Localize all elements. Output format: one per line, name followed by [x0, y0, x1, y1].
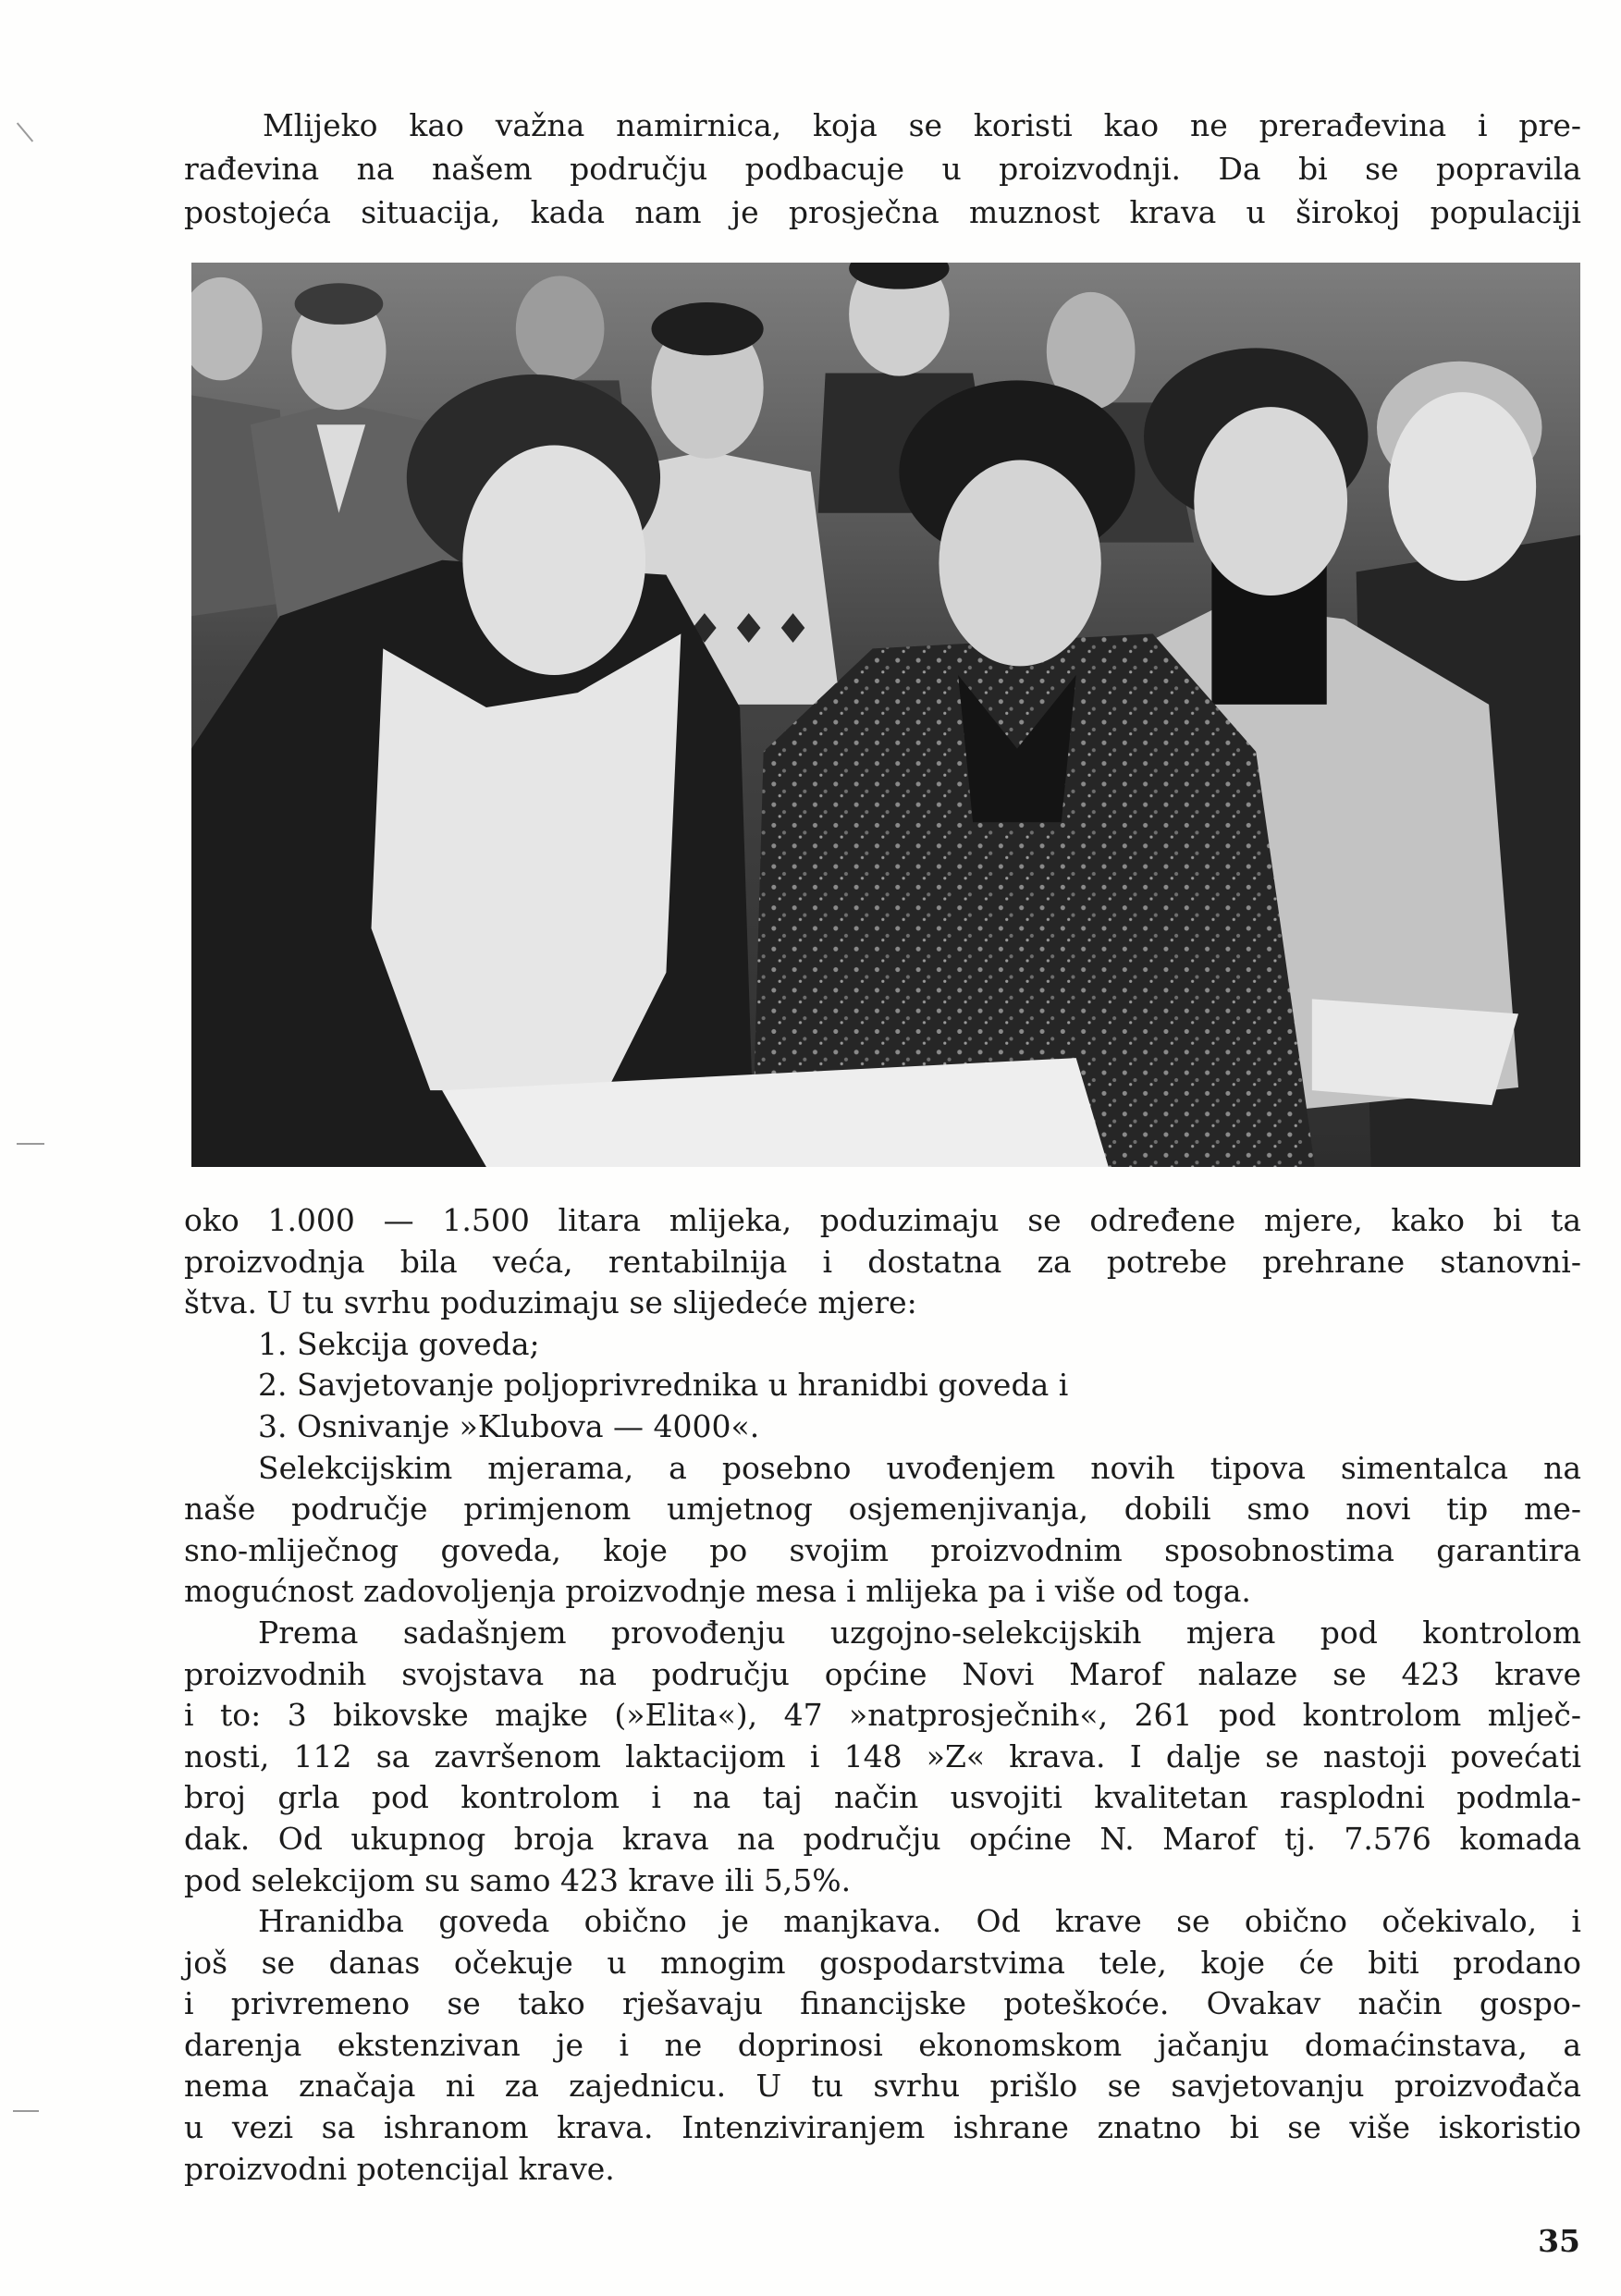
text-line: postojeća situacija, kada nam je prosječna muznost krava u širokoj populaciji	[184, 194, 1581, 230]
text-line: i to: 3 bikovske majke (»Elita«), 47 »natprosječnih«, 261 pod kontrolom mlječ-	[184, 1697, 1581, 1734]
text-line: Mlijeko kao važna namirnica, koja se koristi kao ne prerađevina i pre-	[263, 107, 1581, 143]
text-line: Hranidba goveda obično je manjkava. Od krave se obično očekivalo, i	[258, 1903, 1581, 1940]
text-line: rađevina na našem području podbacuje u proizvodnji. Da bi se popravila	[184, 151, 1581, 187]
text-line: naše područje primjenom umjetnog osjemenjivanja, dobili smo novi tip me-	[184, 1491, 1581, 1528]
text-line: u vezi sa ishranom krava. Intenziviranjem ishrane znatno bi se više iskoristio	[184, 2109, 1581, 2146]
intro-paragraph	[184, 104, 1581, 234]
page-number: 35	[1538, 2223, 1580, 2259]
list-item: 2. Savjetovanje poljoprivrednika u hranidbi goveda i	[258, 1367, 1069, 1404]
text-line: oko 1.000 — 1.500 litara mlijeka, poduzimaju se određene mjere, kako bi ta	[184, 1202, 1581, 1238]
text-line: nema značaja ni za zajednicu. U tu svrhu prišlo se savjetovanju proizvođača	[184, 2068, 1581, 2105]
list-item: 3. Osnivanje »Klubova — 4000«.	[258, 1407, 760, 1444]
scan-mark	[17, 122, 33, 141]
text-line: proizvodnih svojstava na području općine Novi Marof nalaze se 423 krave	[184, 1655, 1581, 1692]
text-line: nosti, 112 sa završenom laktacijom i 148 »Z« krava. I dalje se nastoji povećati	[184, 1737, 1581, 1774]
text-line: Selekcijskim mjerama, a posebno uvođenjem novih tipova simentalca na	[258, 1449, 1581, 1486]
text-line: pod selekcijom su samo 423 krave ili 5,5%.	[184, 1861, 852, 1898]
text-line: proizvodnja bila veća, rentabilnija i dostatna za potrebe prehrane stanovni-	[184, 1243, 1581, 1280]
text-line: dak. Od ukupnog broja krava na području općine N. Marof tj. 7.576 komada	[184, 1820, 1581, 1857]
photo	[191, 263, 1580, 1167]
list-item: 1. Sekcija goveda;	[258, 1325, 540, 1362]
scan-mark	[17, 1143, 44, 1145]
scan-mark	[13, 2110, 39, 2112]
paper	[1312, 999, 1518, 1105]
text-line: štva. U tu svrhu poduzimaju se slijedeće mjere:	[184, 1284, 917, 1321]
text-line: mogućnost zadovoljenja proizvodnje mesa i mlijeka pa i više od toga.	[184, 1573, 1251, 1610]
text-line: darenja ekstenzivan je i ne doprinosi ekonomskom jačanju domaćinstava, a	[184, 2026, 1581, 2063]
text-line: broj grla pod kontrolom i na taj način usvojiti kvalitetan rasplodni podmla-	[184, 1779, 1581, 1816]
text-line: proizvodni potencijal krave.	[184, 2150, 615, 2187]
text-line: još se danas očekuje u mnogim gospodarstvima tele, koje će biti prodano	[184, 1944, 1581, 1981]
text-line: Prema sadašnjem provođenju uzgojno-selekcijskih mjera pod kontrolom	[258, 1614, 1581, 1651]
text-line: sno-mliječnog goveda, koje po svojim proizvodnim sposobnostima garantira	[184, 1531, 1581, 1568]
text-line: i privremeno se tako rješavaju financijske poteškoće. Ovakav način gospo-	[184, 1985, 1581, 2022]
body-text	[184, 1200, 1581, 2190]
